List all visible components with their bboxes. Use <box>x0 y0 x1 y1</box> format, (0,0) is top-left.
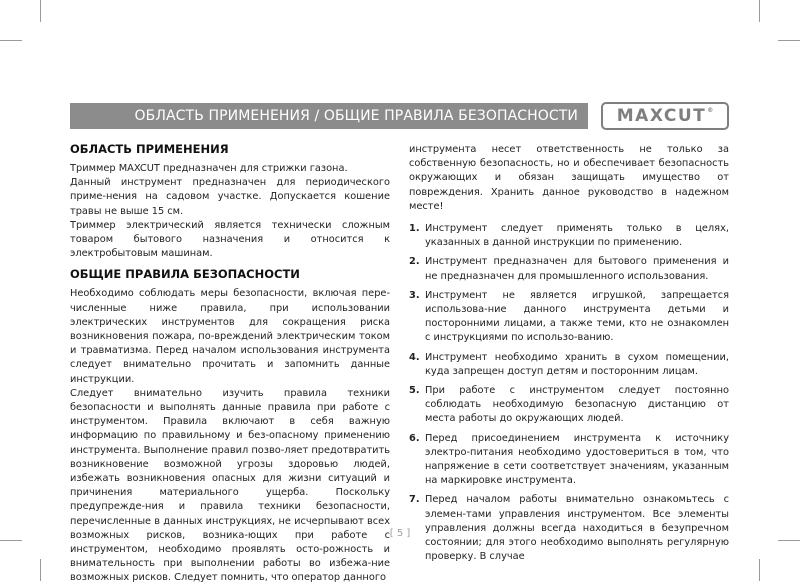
list-item <box>409 351 729 379</box>
crop-mark-bottom-left-v <box>40 559 41 581</box>
list-number: 2. <box>409 256 420 268</box>
page-number: [ 5 ] <box>389 528 411 539</box>
paragraph: инструмента несет ответственность не только за собственную безопасность, но и обеспечивает безопасность окружающих и обязан защищать имущество от повреждения. Хранить данное руководство в надежном месте! <box>409 144 729 212</box>
list-item <box>409 384 729 427</box>
list-item <box>409 255 729 283</box>
logo-text: MAXCUT <box>616 106 707 126</box>
right-column <box>409 143 729 569</box>
list-item <box>409 289 729 346</box>
list-number: 6. <box>409 432 420 444</box>
list-item <box>409 432 729 489</box>
registered-mark: ® <box>707 106 714 114</box>
list-item <box>409 222 729 250</box>
list-text: Инструмент следует применять только в целях, указанных в данной инструкции по применению. <box>425 223 729 249</box>
safety-rules-list <box>409 222 729 564</box>
list-text: Перед началом работы внимательно ознакомьтесь с элемен-тами управления инструментом. Все элементы управления должны всегда находиться в безупречном состоянии; для этого необходимо выполнять регулярную проверку. В случае <box>425 494 729 563</box>
paragraph: Данный инструмент предназначен для периодического приме-нения на садовом участке. Допускается кошение травы не выше 15 см. <box>70 177 390 217</box>
section-title-application: ОБЛАСТЬ ПРИМЕНЕНИЯ <box>70 142 229 156</box>
crop-mark-top-right-h <box>778 40 800 41</box>
list-number: 7. <box>409 494 420 506</box>
crop-mark-bottom-left-h <box>0 540 22 541</box>
header-band <box>70 103 588 129</box>
list-number: 3. <box>409 289 420 301</box>
paragraph: Следует внимательно изучить правила техники безопасности и выполнять данные правила при работе с инструментом. Правила включают в себя важную информацию по правильному и без-опасному применению инструмента. Выполнение правил позво-ляет предотвратить возникновение возможной угрозы здоровью людей, избежать возникновения опасных для жизни ситуаций и причинения материального ущерба. Поскольку предупрежде-ния и правила техники безопасности, перечисленные в данных инструкциях, не исчерпывают всех возможных рисков, возника-ющих при работе с инструментом, необходимо проявлять осто-рожность и внимательность при выполнении работы во избежа-ние возможных рисков. Следует помнить, что оператор данного <box>70 387 390 584</box>
paragraph: Триммер электрический является технически сложным товаром бытового назначения и относится к электробытовым машинам. <box>70 219 390 260</box>
list-text: Инструмент не является игрушкой, запрещается использова-ние данного инструмента детьми и посторонними лицами, а также теми, кто не ознакомлен с инструкциями по использо-ванию. <box>425 289 729 344</box>
crop-mark-top-left-h <box>0 40 22 41</box>
page-title: ОБЛАСТЬ ПРИМЕНЕНИЯ / ОБЩИЕ ПРАВИЛА БЕЗОПАСНОСТИ <box>134 108 578 124</box>
left-column <box>70 142 390 586</box>
section-title-safety: ОБЩИЕ ПРАВИЛА БЕЗОПАСНОСТИ <box>70 267 300 282</box>
list-text: Инструмент предназначен для бытового применения и не предназначен для промышленного использования. <box>425 256 729 282</box>
crop-mark-top-right-v <box>759 0 760 22</box>
paragraph: Необходимо соблюдать меры безопасности, включая пере-численные ниже правила, при использовании электрических инструментов для сокращения риска возникновения пожара, по-вреждений электрическим током и травматизма. Перед началом использования инструмента следует внимательно прочитать и запомнить данные инструкции. <box>70 288 390 385</box>
list-text: Перед присоединением инструмента к источнику электро-питания необходимо удостовериться в том, что напряжение в сети соответствует значениям, указанным на маркировке инструмента. <box>425 432 729 487</box>
list-text: При работе с инструментом следует постоянно соблюдать необходимую безопасную дистанцию от места работы до окружающих людей. <box>425 385 729 425</box>
list-text: Инструмент необходимо хранить в сухом помещении, куда запрещен доступ детям и посторонним лицам. <box>425 351 729 377</box>
maxcut-logo <box>601 102 729 130</box>
list-number: 5. <box>409 385 420 397</box>
list-number: 1. <box>409 223 420 235</box>
list-number: 4. <box>409 351 420 363</box>
crop-mark-bottom-right-v <box>759 559 760 581</box>
paragraph: Триммер MAXCUT предназначен для стрижки газона. <box>70 163 348 174</box>
crop-mark-top-left-v <box>40 0 41 22</box>
crop-mark-bottom-right-h <box>778 540 800 541</box>
